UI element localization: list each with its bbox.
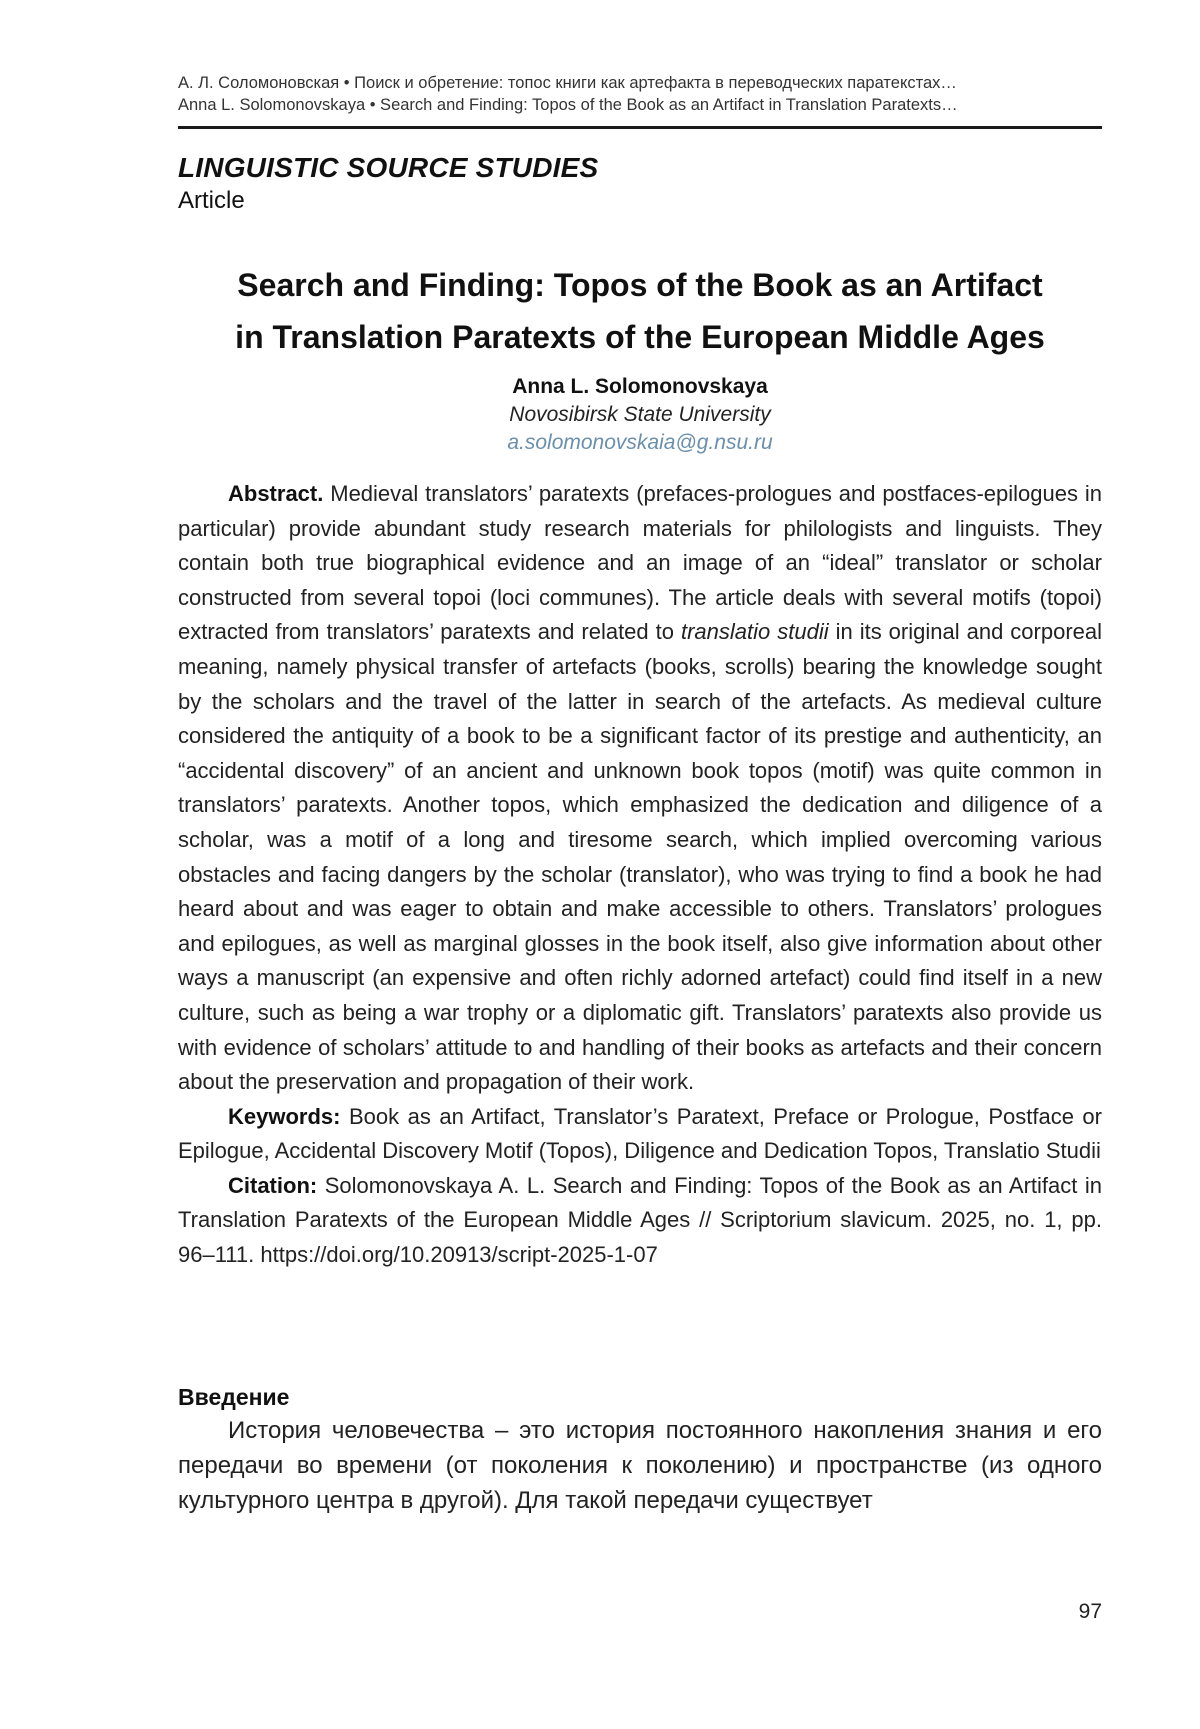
running-head-ru: А. Л. Соломоновская • Поиск и обретение: топос книги как артефакта в переводческих паратекстах…	[178, 74, 957, 92]
abstract-italic-term: translatio studii	[680, 619, 829, 645]
author-name: Anna L. Solomonovskaya	[512, 375, 768, 398]
page-number: 97	[1078, 1600, 1102, 1623]
abstract-section	[178, 477, 1102, 1273]
abstract-text-part-2: in its original and corporeal meaning, namely physical transfer of artefacts (books, scrolls) bearing the knowledge sought by the scholars and the travel of the latter in search of the artefacts. As medieval culture considered the antiquity of a book to be a significant factor of its prestige and authenticity, an “accidental discovery” of an ancient and unknown book topos (motif) was quite common in translators’ paratexts. Another topos, which emphasized the dedication and diligence of a scholar, was a motif of a long and tiresome search, which implied overcoming various obstacles and facing dangers by the scholar (translator), who was trying to find a book he had heard about and was eager to obtain and make accessible to others. Translators’ prologues and epilogues, as well as marginal glosses in the book itself, also give information about other ways a manuscript (an expensive and often richly adorned artefact) could find itself in a new culture, such as being a war trophy or a diplomatic gift. Translators’ paratexts also provide us with evidence of scholars’ attitude to and handling of their books as artefacts and their concern about the preservation and propagation of their work.	[178, 619, 1103, 1095]
abstract-label: Abstract.	[228, 481, 324, 506]
keywords-text: Book as an Artifact, Translator’s Paratext, Preface or Prologue, Postface or Epilogue, Accidental Discovery Motif (Topos), Diligence and Dedication Topos, Translatio Studii	[178, 1103, 1102, 1164]
citation-text: Solomonovskaya A. L. Search and Finding: Topos of the Book as an Artifact in Translation Paratexts of the European Middle Ages // Scriptorium slavicum. 2025, no. 1, pp. 96–111. https://doi.org/10.20913/script-2025-1-07	[178, 1172, 1102, 1268]
introduction-text: История человечества – это история постоянного накопления знания и его передачи во времени (от поколения к поколению) и пространстве (из одного культурного центра в другой). Для такой передачи существует	[178, 1416, 1102, 1514]
title-line-1: Search and Finding: Topos of the Book as an Artifact	[237, 267, 1043, 303]
author-block	[178, 373, 1102, 457]
author-affiliation: Novosibirsk State University	[509, 403, 771, 426]
article-type: Article	[178, 187, 245, 214]
article-title	[178, 259, 1102, 363]
page	[178, 72, 1102, 1518]
author-email[interactable]: a.solomonovskaia@g.nsu.ru	[507, 431, 773, 454]
abstract-paragraph	[178, 477, 1102, 1100]
running-head-en: Anna L. Solomonovskaya • Search and Finding: Topos of the Book as an Artifact in Translation Paratexts…	[178, 96, 958, 114]
abstract-text-part-1: Medieval translators’ paratexts (prefaces-prologues and postfaces-epilogues in particular) provide abundant study research materials for philologists and linguists. They contain both true biographical evidence and an image of an “ideal” translator or scholar constructed from several topoi (loci communes). The article deals with several motifs (topoi) extracted from translators’ paratexts and related to	[178, 481, 1102, 645]
keywords-label: Keywords:	[228, 1103, 341, 1129]
header-rule	[178, 126, 1102, 129]
title-line-2: in Translation Paratexts of the European Middle Ages	[235, 319, 1045, 355]
introduction-heading: Введение	[178, 1383, 290, 1410]
keywords-paragraph	[178, 1100, 1102, 1169]
citation-paragraph	[178, 1169, 1102, 1273]
citation-label: Citation:	[228, 1172, 318, 1198]
section-name: LINGUISTIC SOURCE STUDIES	[178, 152, 599, 183]
